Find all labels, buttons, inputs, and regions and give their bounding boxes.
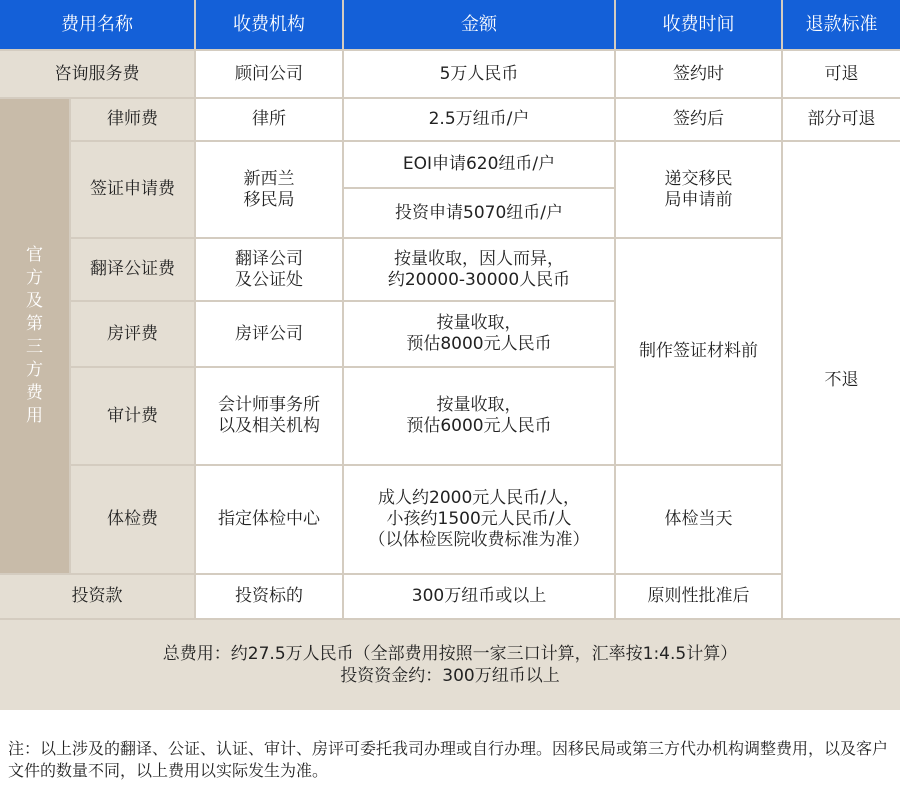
- row-visa-org: 新西兰 移民局: [196, 142, 342, 237]
- time-merged-prep: 制作签证材料前: [616, 239, 781, 464]
- total-summary: [0, 620, 900, 710]
- row-investment-amount: 300万纽币或以上: [344, 575, 614, 618]
- row-visa-name: 签证申请费: [71, 142, 194, 237]
- row-translation-amount: 按量收取，因人而异， 约20000-30000人民币: [344, 239, 614, 300]
- header-fee-name: 费用名称: [0, 0, 194, 49]
- row-lawyer-amount: 2.5万纽币/户: [344, 99, 614, 140]
- row-translation-name: 翻译公证费: [71, 239, 194, 300]
- total-fee-line: 总费用：约27.5万人民币（全部费用按照一家三口计算，汇率按1:4.5计算）: [162, 644, 738, 664]
- row-audit-name: 审计费: [71, 368, 194, 464]
- row-visa-amount-invest: 投资申请5070纽币/户: [344, 189, 614, 237]
- refund-merged-no-refund: 不退: [783, 142, 900, 618]
- row-visa-amount-eoi: EOI申请620纽币/户: [344, 142, 614, 187]
- row-translation-org: 翻译公司 及公证处: [196, 239, 342, 300]
- row-lawyer-org: 律所: [196, 99, 342, 140]
- row-consulting-amount: 5万人民币: [344, 51, 614, 97]
- total-investment-line: 投资资金约：300万纽币以上: [340, 666, 560, 686]
- row-lawyer-refund: 部分可退: [783, 99, 900, 140]
- row-visa-time: 递交移民 局申请前: [616, 142, 781, 237]
- row-audit-org: 会计师事务所 以及相关机构: [196, 368, 342, 464]
- row-consulting-org: 顾问公司: [196, 51, 342, 97]
- header-org: 收费机构: [196, 0, 342, 49]
- row-consulting-time: 签约时: [616, 51, 781, 97]
- row-investment-name: 投资款: [0, 575, 194, 618]
- group-label-text: 官方及第三方费用: [26, 245, 43, 426]
- group-label-official-third-party: [0, 99, 69, 573]
- row-appraisal-amount: 按量收取， 预估8000元人民币: [344, 302, 614, 366]
- header-time: 收费时间: [616, 0, 781, 49]
- row-medical-time: 体检当天: [616, 466, 781, 573]
- row-lawyer-name: 律师费: [71, 99, 194, 140]
- row-medical-name: 体检费: [71, 466, 194, 573]
- header-amount: 金额: [344, 0, 614, 49]
- row-lawyer-time: 签约后: [616, 99, 781, 140]
- row-appraisal-org: 房评公司: [196, 302, 342, 366]
- header-refund: 退款标准: [783, 0, 900, 49]
- footnote: 注：以上涉及的翻译、公证、认证、审计、房评可委托我司办理或自行办理。因移民局或第三方代办机构调整费用，以及客户文件的数量不同，以上费用以实际发生为准。: [8, 739, 889, 780]
- row-consulting-refund: 可退: [783, 51, 900, 97]
- row-medical-amount: 成人约2000元人民币/人， 小孩约1500元人民币/人 （以体检医院收费标准为准）: [344, 466, 614, 573]
- row-consulting-name: 咨询服务费: [0, 51, 194, 97]
- row-medical-org: 指定体检中心: [196, 466, 342, 573]
- row-audit-amount: 按量收取， 预估6000元人民币: [344, 368, 614, 464]
- row-appraisal-name: 房评费: [71, 302, 194, 366]
- row-investment-time: 原则性批准后: [616, 575, 781, 618]
- row-investment-org: 投资标的: [196, 575, 342, 618]
